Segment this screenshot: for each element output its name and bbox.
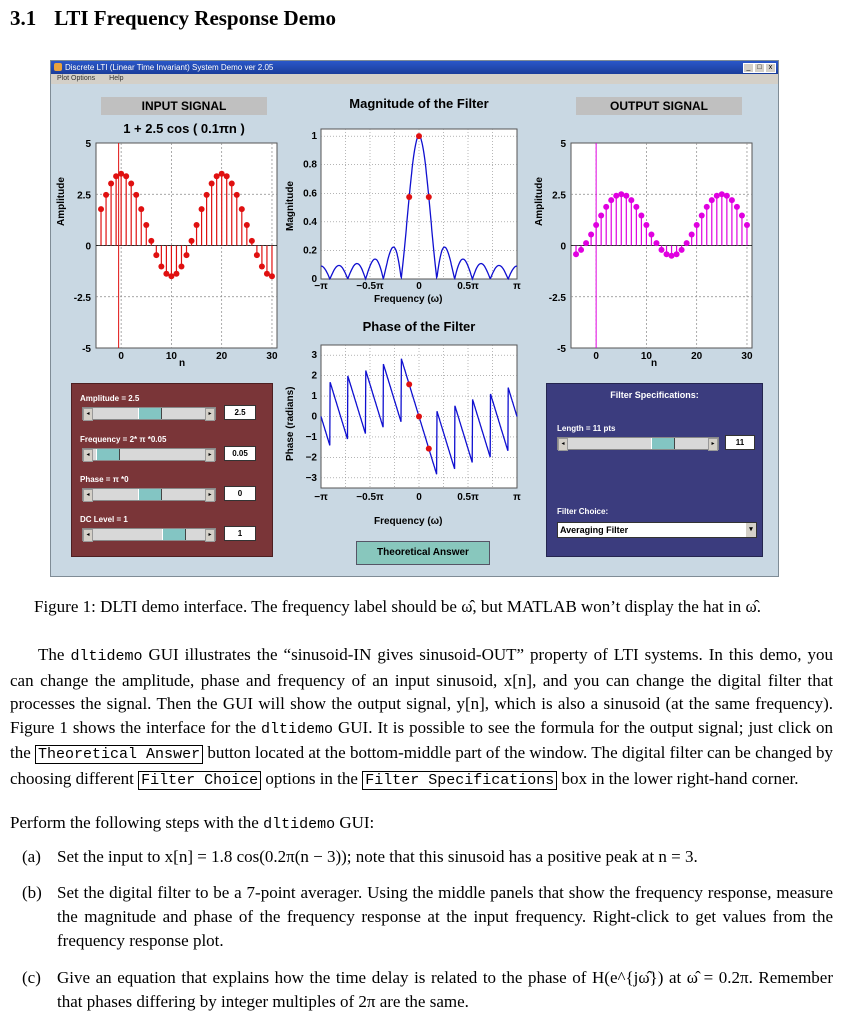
- text: Perform the following steps with the: [10, 813, 264, 832]
- stem-point: [194, 222, 200, 228]
- stem-point: [593, 222, 599, 228]
- stem-point: [229, 181, 235, 187]
- stem-point: [653, 240, 659, 246]
- stem-point: [178, 263, 184, 269]
- slider-left-arrow[interactable]: ◂: [83, 529, 93, 542]
- magnitude-marker: [426, 194, 432, 200]
- step-b-text: Set the digital filter to be a 7-point averager. Using the middle panels that show the frequency response, measure the magnitude and phase of the frequency response at the input frequency. Right-click to get values from the frequency response plot.: [57, 883, 833, 950]
- stem-point: [744, 222, 750, 228]
- stem-point: [724, 193, 730, 199]
- dc-level-value[interactable]: 1: [224, 526, 256, 541]
- stem-point: [588, 232, 594, 238]
- slider-thumb[interactable]: [138, 489, 162, 500]
- stem-point: [583, 240, 589, 246]
- output-signal-plot[interactable]: [534, 136, 764, 361]
- dc-level-slider[interactable]: [82, 528, 216, 541]
- chevron-down-icon[interactable]: ▾: [746, 523, 756, 537]
- y-tick-label: 5: [560, 139, 566, 150]
- x-tick-label: 0.5π: [457, 492, 479, 503]
- frequency-value[interactable]: 0.05: [224, 446, 256, 461]
- y-tick-label: 2.5: [552, 190, 566, 202]
- y-tick-label: −2: [305, 452, 317, 464]
- step-c-label: (c): [22, 968, 41, 987]
- code-dltidemo: dltidemo: [70, 648, 143, 665]
- stem-point: [739, 212, 745, 218]
- x-tick-label: 10: [165, 351, 177, 361]
- y-tick-label: 1: [311, 131, 317, 143]
- magnitude-marker: [416, 133, 422, 139]
- magnitude-ylabel: Magnitude: [285, 181, 296, 231]
- stem-point: [578, 247, 584, 253]
- stem-point: [694, 222, 700, 228]
- phase-marker: [426, 446, 432, 452]
- matlab-icon: [54, 63, 62, 71]
- y-tick-label: -5: [557, 344, 566, 355]
- y-tick-label: 0: [85, 241, 91, 253]
- filter-choice-label: Filter Choice:: [557, 507, 609, 516]
- stem-point: [729, 197, 735, 203]
- slider-thumb[interactable]: [162, 529, 186, 540]
- stem-point: [133, 192, 139, 198]
- section-title: LTI Frequency Response Demo: [54, 6, 337, 30]
- step-a-label: (a): [22, 847, 41, 866]
- stem-point: [98, 206, 104, 212]
- y-tick-label: 3: [311, 350, 317, 362]
- minimize-button[interactable]: _: [743, 63, 754, 73]
- stem-point: [143, 222, 149, 228]
- slider-left-arrow[interactable]: ◂: [558, 438, 568, 451]
- stem-point: [224, 173, 230, 179]
- slider-thumb[interactable]: [651, 438, 675, 449]
- slider-thumb[interactable]: [96, 449, 120, 460]
- maximize-button[interactable]: □: [754, 63, 765, 73]
- x-tick-label: −0.5π: [356, 492, 384, 503]
- y-tick-label: 0: [560, 241, 566, 253]
- window-titlebar[interactable]: [51, 61, 778, 74]
- y-tick-label: 2: [311, 370, 317, 382]
- x-tick-label: 0: [416, 492, 422, 503]
- slider-right-arrow[interactable]: ▸: [205, 449, 215, 462]
- magnitude-plot[interactable]: [301, 121, 526, 296]
- phase-xlabel: Frequency (ω): [374, 516, 443, 527]
- slider-left-arrow[interactable]: ◂: [83, 408, 93, 421]
- stem-point: [173, 271, 179, 277]
- window-title: Discrete LTI (Linear Time Invariant) System Demo ver 2.05: [65, 63, 274, 72]
- stem-point: [158, 263, 164, 269]
- x-tick-label: 0: [118, 351, 124, 361]
- code-theoretical-answer: Theoretical Answer: [35, 745, 203, 764]
- x-tick-label: 0: [416, 281, 422, 292]
- x-tick-label: −π: [314, 281, 328, 292]
- x-tick-label: 20: [691, 351, 703, 361]
- x-tick-label: 30: [741, 351, 753, 361]
- stem-point: [204, 192, 210, 198]
- magnitude-xlabel: Frequency (ω): [374, 294, 443, 305]
- slider-left-arrow[interactable]: ◂: [83, 489, 93, 502]
- stem-point: [153, 252, 159, 258]
- filter-choice-value: Averaging Filter: [560, 525, 629, 535]
- slider-right-arrow[interactable]: ▸: [708, 438, 718, 451]
- phase-value[interactable]: 0: [224, 486, 256, 501]
- y-tick-label: 0: [311, 274, 317, 285]
- code-filter-choice: Filter Choice: [138, 771, 261, 790]
- stem-point: [239, 206, 245, 212]
- code-dltidemo: dltidemo: [261, 720, 334, 738]
- y-tick-label: 0: [311, 411, 317, 423]
- stem-point: [679, 247, 685, 253]
- stem-point: [643, 222, 649, 228]
- stem-point: [189, 238, 195, 244]
- slider-right-arrow[interactable]: ▸: [205, 408, 215, 421]
- magnitude-marker: [406, 194, 412, 200]
- menu-help[interactable]: Help: [109, 75, 124, 82]
- text: GUI:: [335, 813, 375, 832]
- stem-point: [603, 204, 609, 210]
- stem-point: [123, 173, 129, 179]
- y-tick-label: 0.6: [303, 188, 317, 200]
- output-ylabel: Amplitude: [534, 177, 545, 226]
- filter-choice-dropdown[interactable]: [557, 522, 757, 538]
- amplitude-slider[interactable]: [82, 407, 216, 420]
- stem-point: [689, 232, 695, 238]
- stem-point: [128, 181, 134, 187]
- step-b-label: (b): [22, 883, 42, 902]
- phase-marker: [406, 381, 412, 387]
- stem-point: [573, 251, 579, 257]
- section-heading: [10, 6, 354, 31]
- output-xlabel: n: [651, 358, 658, 369]
- text: box in the lower right-hand corner.: [557, 768, 799, 788]
- x-tick-label: −0.5π: [356, 281, 384, 292]
- stem-point: [184, 252, 190, 258]
- input-xlabel: n: [179, 358, 186, 369]
- y-tick-label: −3: [305, 472, 317, 484]
- stem-point: [103, 192, 109, 198]
- x-tick-label: π: [513, 492, 521, 503]
- stem-point: [608, 197, 614, 203]
- phase-plot[interactable]: [301, 341, 526, 516]
- body-paragraph: [10, 643, 833, 792]
- y-tick-label: -5: [82, 344, 91, 355]
- text: The: [38, 645, 71, 664]
- y-tick-label: −1: [305, 431, 317, 443]
- y-tick-label: 2.5: [77, 190, 91, 202]
- filter-length-label: Length = 11 pts: [557, 424, 616, 433]
- input-ylabel: Amplitude: [56, 177, 67, 226]
- filter-length-value[interactable]: 11: [725, 435, 755, 450]
- y-tick-label: -2.5: [73, 292, 91, 304]
- stem-point: [138, 206, 144, 212]
- amplitude-label: Amplitude = 2.5: [80, 394, 140, 403]
- stem-point: [623, 193, 629, 199]
- x-tick-label: 0.5π: [457, 281, 479, 292]
- frequency-slider[interactable]: [82, 448, 216, 461]
- x-tick-label: π: [513, 281, 521, 292]
- stem-point: [628, 197, 634, 203]
- y-tick-label: 5: [85, 139, 91, 150]
- slider-left-arrow[interactable]: ◂: [83, 449, 93, 462]
- stem-point: [244, 222, 250, 228]
- magnitude-title: Magnitude of the Filter: [349, 96, 489, 111]
- filter-length-slider[interactable]: [557, 437, 719, 450]
- stem-point: [638, 212, 644, 218]
- x-tick-label: 20: [216, 351, 228, 361]
- x-tick-label: 0: [593, 351, 599, 361]
- phase-marker: [416, 414, 422, 420]
- stem-point: [259, 263, 265, 269]
- y-tick-label: -2.5: [548, 292, 566, 304]
- text: GUI illustrates the “sinusoid-IN gives sinusoid-OUT” property of LTI systems. In this demo, you can change the amplitude, phase and frequency of an input sinusoid, x[n], and you can change the digital filter that processes the signal. Then the GUI will show the output signal, y[n], which is also a sinusoid (at the same frequency). Figure 1 shows the interface for the: [10, 645, 833, 737]
- text: button located at the bottom-middle part of the window. The digital filter can be changed by choosing different: [10, 743, 833, 788]
- dc-level-label: DC Level = 1: [80, 515, 128, 524]
- code-filter-specifications: Filter Specifications: [362, 771, 557, 790]
- stem-point: [598, 212, 604, 218]
- phase-title: Phase of the Filter: [362, 319, 476, 334]
- y-tick-label: 0.4: [303, 216, 317, 228]
- stem-point: [709, 197, 715, 203]
- steps-intro: [10, 811, 374, 837]
- input-signal-title: INPUT SIGNAL: [101, 97, 267, 115]
- stem-point: [633, 204, 639, 210]
- stem-point: [704, 204, 710, 210]
- output-signal-title: OUTPUT SIGNAL: [576, 97, 742, 115]
- figure-caption: Figure 1: DLTI demo interface. The frequency label should be ω̂, but MATLAB won’t display the hat in ω̂.: [34, 597, 761, 616]
- amplitude-value[interactable]: 2.5: [224, 405, 256, 420]
- phase-ylabel: Phase (radians): [285, 386, 296, 461]
- phase-label: Phase = π *0: [80, 475, 129, 484]
- filter-specs-title: Filter Specifications:: [610, 390, 699, 400]
- stem-point: [234, 192, 240, 198]
- y-tick-label: 0.8: [303, 159, 317, 171]
- theoretical-answer-button[interactable]: Theoretical Answer: [356, 541, 490, 565]
- code-dltidemo: dltidemo: [263, 816, 336, 833]
- slider-thumb[interactable]: [138, 408, 162, 419]
- y-tick-label: 0.2: [303, 245, 317, 257]
- stem-point: [199, 206, 205, 212]
- stem-point: [249, 238, 255, 244]
- stem-point: [659, 247, 665, 253]
- menu-plot-options[interactable]: Plot Options: [57, 75, 96, 82]
- x-tick-label: 10: [640, 351, 652, 361]
- dltidemo-window: [50, 60, 779, 577]
- stem-point: [254, 252, 260, 258]
- section-number: 3.1: [10, 6, 37, 30]
- input-signal-plot[interactable]: [59, 136, 289, 361]
- close-button[interactable]: x: [765, 63, 776, 73]
- x-tick-label: −π: [314, 492, 328, 503]
- stem-point: [674, 251, 680, 257]
- filter-specifications-panel: [546, 383, 763, 557]
- step-c-text: Give an equation that explains how the time delay is related to the phase of H(e^{jω̂}) at ω̂ = 0.2π. Remember that phases differing by integer multiples of 2π are the same.: [57, 968, 833, 1011]
- slider-right-arrow[interactable]: ▸: [205, 489, 215, 502]
- stem-point: [684, 240, 690, 246]
- stem-point: [209, 181, 215, 187]
- stem-point: [734, 204, 740, 210]
- text: options in the: [261, 768, 363, 788]
- step-a-text: Set the input to x[n] = 1.8 cos(0.2π(n − 3)); note that this sinusoid has a positive peak at n = 3.: [57, 847, 698, 866]
- x-tick-label: 30: [266, 351, 278, 361]
- input-formula: 1 + 2.5 cos ( 0.1πn ): [123, 121, 245, 136]
- stem-point: [108, 181, 114, 187]
- slider-right-arrow[interactable]: ▸: [205, 529, 215, 542]
- text: GUI. It is possible to see the formula for the output signal; just click on the: [10, 717, 834, 762]
- input-controls-panel: [71, 383, 273, 557]
- stem-point: [148, 238, 154, 244]
- y-tick-label: 1: [311, 391, 317, 403]
- frequency-label: Frequency = 2* π *0.05: [80, 435, 167, 444]
- stem-point: [269, 273, 275, 279]
- stem-point: [648, 232, 654, 238]
- stem-point: [699, 212, 705, 218]
- phase-slider[interactable]: [82, 488, 216, 501]
- menubar: [51, 74, 778, 84]
